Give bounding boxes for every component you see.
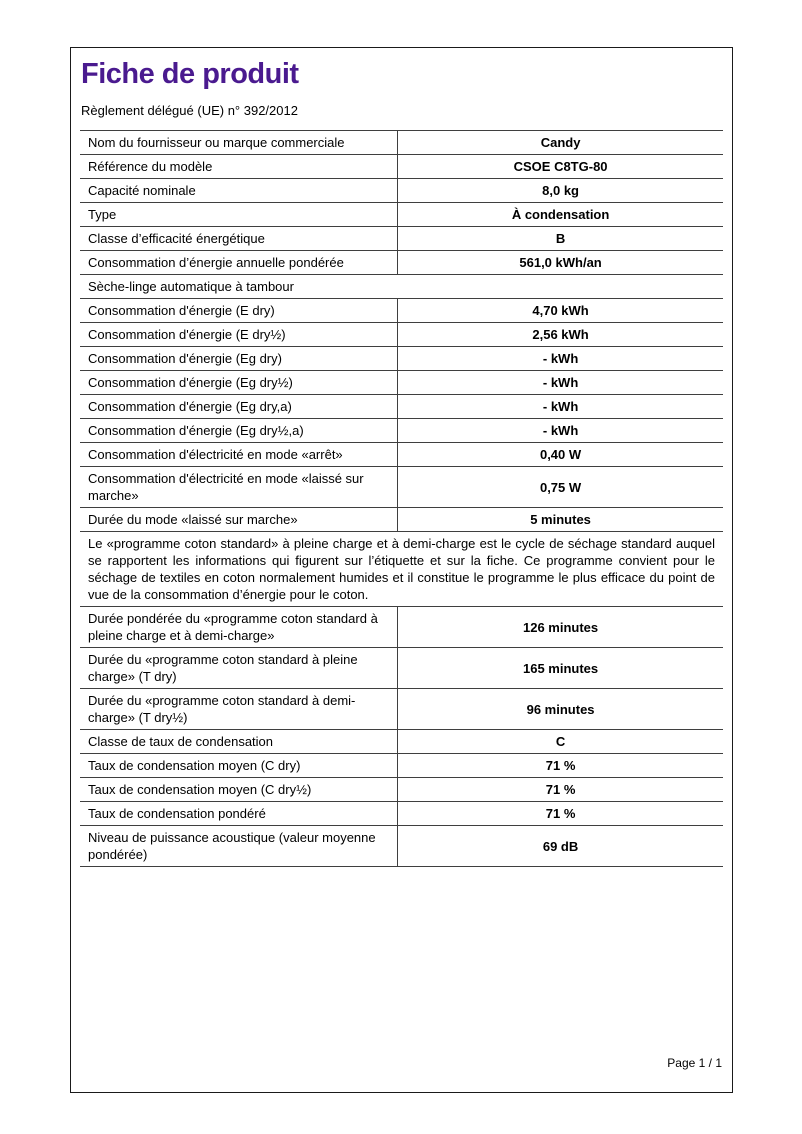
table-row [80, 443, 723, 467]
table-row [80, 371, 723, 395]
table-row [80, 532, 723, 607]
spec-label: Consommation d'énergie (Eg dry) [80, 347, 398, 371]
spec-value: - kWh [398, 419, 723, 443]
table-row [80, 323, 723, 347]
spec-value: 0,75 W [398, 467, 723, 508]
spec-label: Durée du «programme coton standard à demi-charge» (T dry½) [80, 689, 398, 730]
regulation-subtitle: Règlement délégué (UE) n° 392/2012 [81, 103, 298, 118]
spec-label: Capacité nominale [80, 179, 398, 203]
table-row [80, 299, 723, 323]
spec-label: Durée du «programme coton standard à pleine charge» (T dry) [80, 648, 398, 689]
spec-value: - kWh [398, 371, 723, 395]
spec-value: C [398, 730, 723, 754]
spec-label: Consommation d'énergie (Eg dry½) [80, 371, 398, 395]
table-row [80, 203, 723, 227]
spec-label: Type [80, 203, 398, 227]
spec-value: 126 minutes [398, 607, 723, 648]
spec-value: 2,56 kWh [398, 323, 723, 347]
spec-value: 69 dB [398, 826, 723, 867]
spec-value: - kWh [398, 347, 723, 371]
spec-label: Consommation d’énergie annuelle pondérée [80, 251, 398, 275]
product-spec-table [80, 130, 723, 867]
spec-value: CSOE C8TG-80 [398, 155, 723, 179]
spec-label: Durée pondérée du «programme coton standard à pleine charge et à demi-charge» [80, 607, 398, 648]
spec-label: Consommation d'énergie (Eg dry,a) [80, 395, 398, 419]
spec-table-body [80, 131, 723, 867]
spec-value: À condensation [398, 203, 723, 227]
spec-value: - kWh [398, 395, 723, 419]
table-row [80, 607, 723, 648]
table-row [80, 227, 723, 251]
spec-value: 71 % [398, 778, 723, 802]
table-row [80, 419, 723, 443]
table-row [80, 648, 723, 689]
table-row [80, 275, 723, 299]
spec-label: Référence du modèle [80, 155, 398, 179]
spec-value: 5 minutes [398, 508, 723, 532]
spec-label: Classe de taux de condensation [80, 730, 398, 754]
spec-value: 71 % [398, 754, 723, 778]
spec-label: Consommation d'énergie (E dry½) [80, 323, 398, 347]
page-title: Fiche de produit [81, 58, 299, 90]
spec-label: Consommation d'énergie (Eg dry½,a) [80, 419, 398, 443]
table-row [80, 689, 723, 730]
spec-value: Candy [398, 131, 723, 155]
spec-value: 8,0 kg [398, 179, 723, 203]
spec-value: 96 minutes [398, 689, 723, 730]
spec-label: Taux de condensation moyen (C dry) [80, 754, 398, 778]
spec-label: Taux de condensation pondéré [80, 802, 398, 826]
spec-value: 561,0 kWh/an [398, 251, 723, 275]
spec-label: Classe d’efficacité énergétique [80, 227, 398, 251]
table-row [80, 802, 723, 826]
table-row [80, 179, 723, 203]
table-row [80, 395, 723, 419]
spec-label: Durée du mode «laissé sur marche» [80, 508, 398, 532]
spec-value: 165 minutes [398, 648, 723, 689]
table-row [80, 826, 723, 867]
spec-label: Consommation d'électricité en mode «arrêt» [80, 443, 398, 467]
page-number: Page 1 / 1 [667, 1056, 722, 1070]
table-row [80, 508, 723, 532]
spec-label: Taux de condensation moyen (C dry½) [80, 778, 398, 802]
spec-value: 4,70 kWh [398, 299, 723, 323]
spec-value: 71 % [398, 802, 723, 826]
spec-label: Nom du fournisseur ou marque commerciale [80, 131, 398, 155]
table-row [80, 467, 723, 508]
standard-programme-note: Le «programme coton standard» à pleine charge et à demi-charge est le cycle de séchage standard auquel se rapportent les informations qui figurent sur l’étiquette et sur la fiche. Ce programme convient pour le séchage de textiles en coton normalement humides et il constitue le programme le plus efficace du point de vue de la consommation d’énergie pour le coton. [80, 532, 723, 607]
spec-label: Consommation d'électricité en mode «laissé sur marche» [80, 467, 398, 508]
spec-value: B [398, 227, 723, 251]
page-border-frame [70, 47, 733, 1093]
table-row [80, 347, 723, 371]
table-row [80, 754, 723, 778]
spec-label: Consommation d'énergie (E dry) [80, 299, 398, 323]
section-header: Sèche-linge automatique à tambour [80, 275, 723, 299]
table-row [80, 155, 723, 179]
table-row [80, 730, 723, 754]
table-row [80, 131, 723, 155]
table-row [80, 251, 723, 275]
spec-label: Niveau de puissance acoustique (valeur moyenne pondérée) [80, 826, 398, 867]
spec-value: 0,40 W [398, 443, 723, 467]
table-row [80, 778, 723, 802]
